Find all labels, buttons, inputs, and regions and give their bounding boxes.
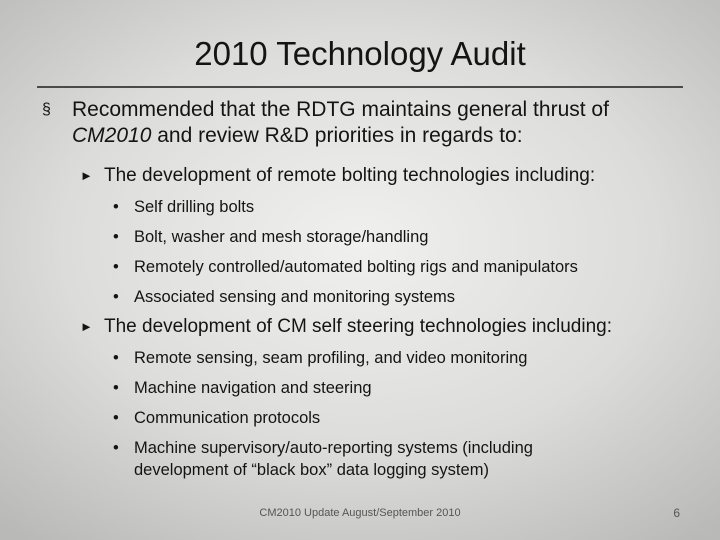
dot-bullet-icon: • [113,228,119,246]
list-item-text: Bolt, washer and mesh storage/handling [134,228,429,246]
list-item-text-line-2: development of “black box” data logging system) [134,461,489,479]
list-item-text: Remotely controlled/automated bolting rigs and manipulators [134,258,578,276]
main-bullet-emphasis: CM2010 [72,124,152,147]
list-item-text: Self drilling bolts [134,198,255,216]
list-item-text: Remote sensing, seam profiling, and video monitoring [134,349,528,367]
list-item-text-line-1: Machine supervisory/auto-reporting systems (including [134,439,533,457]
section-heading-text: The development of remote bolting technologies including: [104,165,596,186]
slide-title: 2010 Technology Audit [194,35,526,72]
square-bullet-icon: § [42,101,51,118]
section-heading-text: The development of CM self steering technologies including: [104,316,613,337]
title-divider [37,86,683,88]
main-bullet-line-1: Recommended that the RDTG maintains general thrust of [72,98,609,121]
dot-bullet-icon: • [113,379,119,397]
slide-footer: CM2010 Update August/September 2010 [259,507,461,519]
main-bullet-line-2 [72,123,672,149]
arrow-bullet-icon: ► [80,319,93,334]
page-number: 6 [673,506,680,520]
list-item-text: Communication protocols [134,409,321,427]
main-bullet-line-2-rest: and review R&D priorities in regards to: [151,124,523,147]
dot-bullet-icon: • [113,258,119,276]
dot-bullet-icon: • [113,198,119,216]
dot-bullet-icon: • [113,439,119,457]
arrow-bullet-icon: ► [80,168,93,183]
list-item-text: Machine navigation and steering [134,379,372,397]
list-item-text: Associated sensing and monitoring systems [134,288,455,306]
dot-bullet-icon: • [113,349,119,367]
dot-bullet-icon: • [113,288,119,306]
dot-bullet-icon: • [113,409,119,427]
